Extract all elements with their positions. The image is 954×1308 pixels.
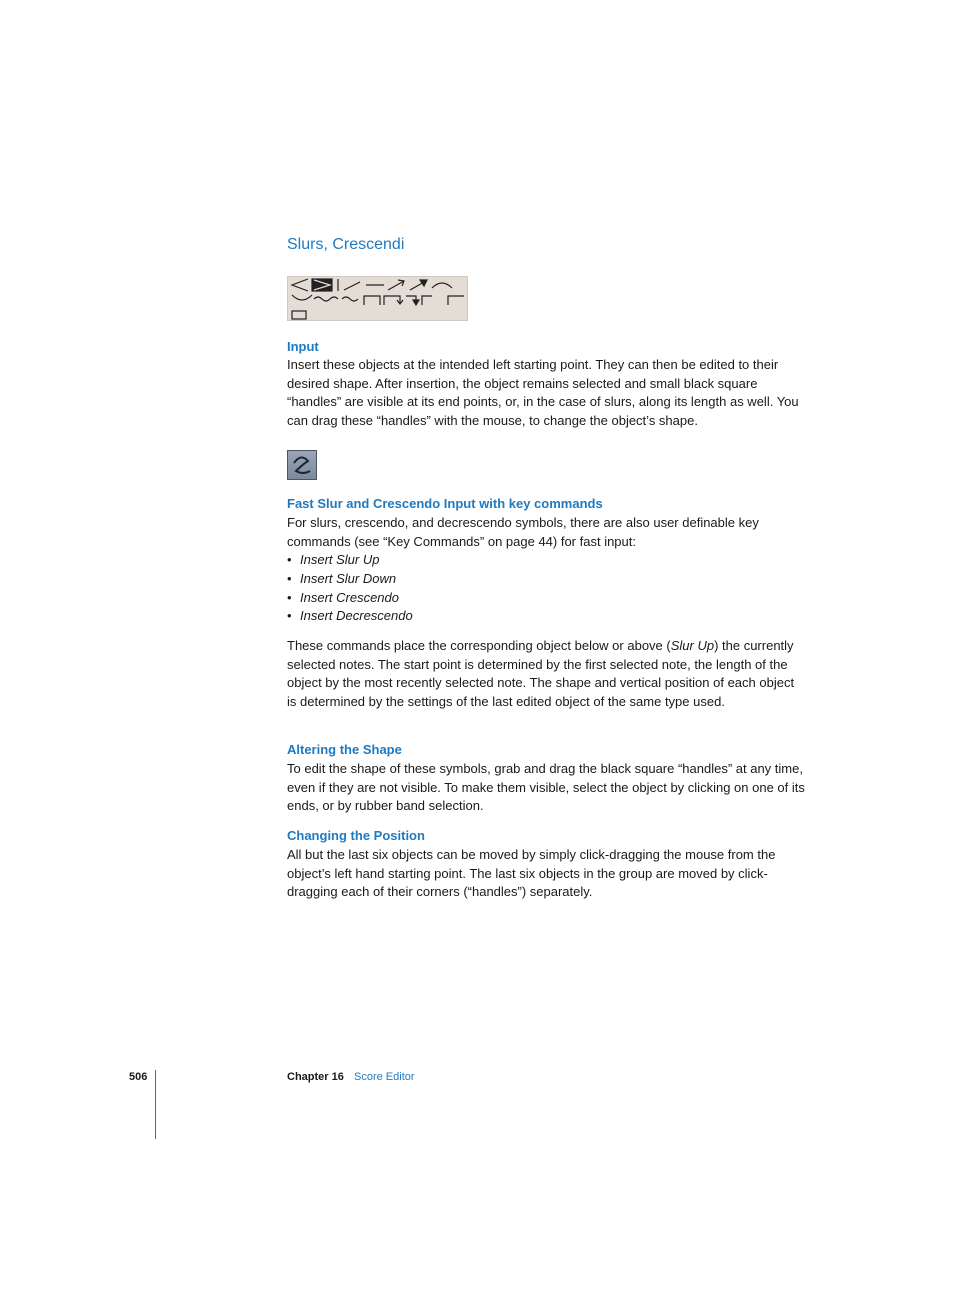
input-heading: Input <box>287 339 319 354</box>
line-diagonal-symbol <box>344 282 360 290</box>
fast-input-intro-text: For slurs, crescendo, and decrescendo symbols, there are also user definable key commands (see “Key Commands” on page 44) for fast input: <box>287 515 759 549</box>
slur-down-symbol <box>292 295 312 300</box>
list-item <box>287 589 807 608</box>
key-command-list <box>287 551 807 626</box>
fast-input-heading: Fast Slur and Crescendo Input with key commands <box>287 496 603 511</box>
commands-paragraph <box>287 637 807 711</box>
palette-symbols <box>288 277 469 322</box>
commands-text-end: ) the currently selected notes. The start point is determined by the first selected note, the length of the object by the most recently selected note. The shape and vertical position of each object is determined by the settings of the last edited object of the same type used. <box>287 638 795 709</box>
slur-glyph <box>288 451 316 479</box>
list-item <box>287 551 807 570</box>
chapter-label: Chapter 16 <box>287 1071 344 1083</box>
altering-body: To edit the shape of these symbols, grab and drag the black square “handles” at any time, even if they are not visible. To make them visible, select the object by clicking on one of its ends, or by rubber band selection. <box>287 761 805 814</box>
bracket-symbol <box>364 296 380 305</box>
chapter-title: Score Editor <box>354 1071 415 1083</box>
commands-text-start: These commands place the corresponding object below or above ( <box>287 638 671 653</box>
position-heading: Changing the Position <box>287 828 425 843</box>
input-body: Insert these objects at the intended left starting point. They can then be edited to their desired shape. After insertion, the object remains selected and small black square “handles” are visible at its end points, or, in the case of slurs, along its length as well. You can drag these “handles” with the mouse, to change the object’s shape. <box>287 357 799 428</box>
list-item-text: Insert Slur Up <box>300 552 380 567</box>
slur-crescendo-palette-icon[interactable] <box>287 276 468 321</box>
bracket-half-symbol <box>422 296 432 305</box>
fast-input-intro <box>287 514 807 551</box>
position-paragraph <box>287 846 807 902</box>
bracket-open-symbol <box>448 296 464 305</box>
altering-heading: Altering the Shape <box>287 742 402 757</box>
wave-symbol <box>342 297 358 301</box>
box-symbol <box>292 311 306 319</box>
section-title: Slurs, Crescendi <box>287 236 405 253</box>
slur-up-symbol <box>432 283 452 288</box>
commands-text <box>287 637 807 711</box>
slur-up-term: Slur Up <box>670 638 715 653</box>
crescendo-symbol <box>292 279 308 291</box>
altering-paragraph <box>287 760 807 816</box>
input-paragraph <box>287 356 807 430</box>
footer-divider <box>155 1070 156 1139</box>
slur-tool-icon[interactable] <box>287 450 317 480</box>
list-item-text: Insert Slur Down <box>300 570 397 586</box>
position-body: All but the last six objects can be moved by simply click-dragging the mouse from the object’s left hand starting point. The last six objects in the group are moved by click-dragging each of their corners (“handles”) separately. <box>287 847 776 900</box>
trill-symbol <box>314 297 338 301</box>
list-item <box>287 570 807 589</box>
list-item-text: Insert Decrescendo <box>300 608 413 624</box>
page-number: 506 <box>129 1071 148 1083</box>
list-item-text: Insert Crescendo <box>300 589 399 605</box>
list-item <box>287 607 807 626</box>
